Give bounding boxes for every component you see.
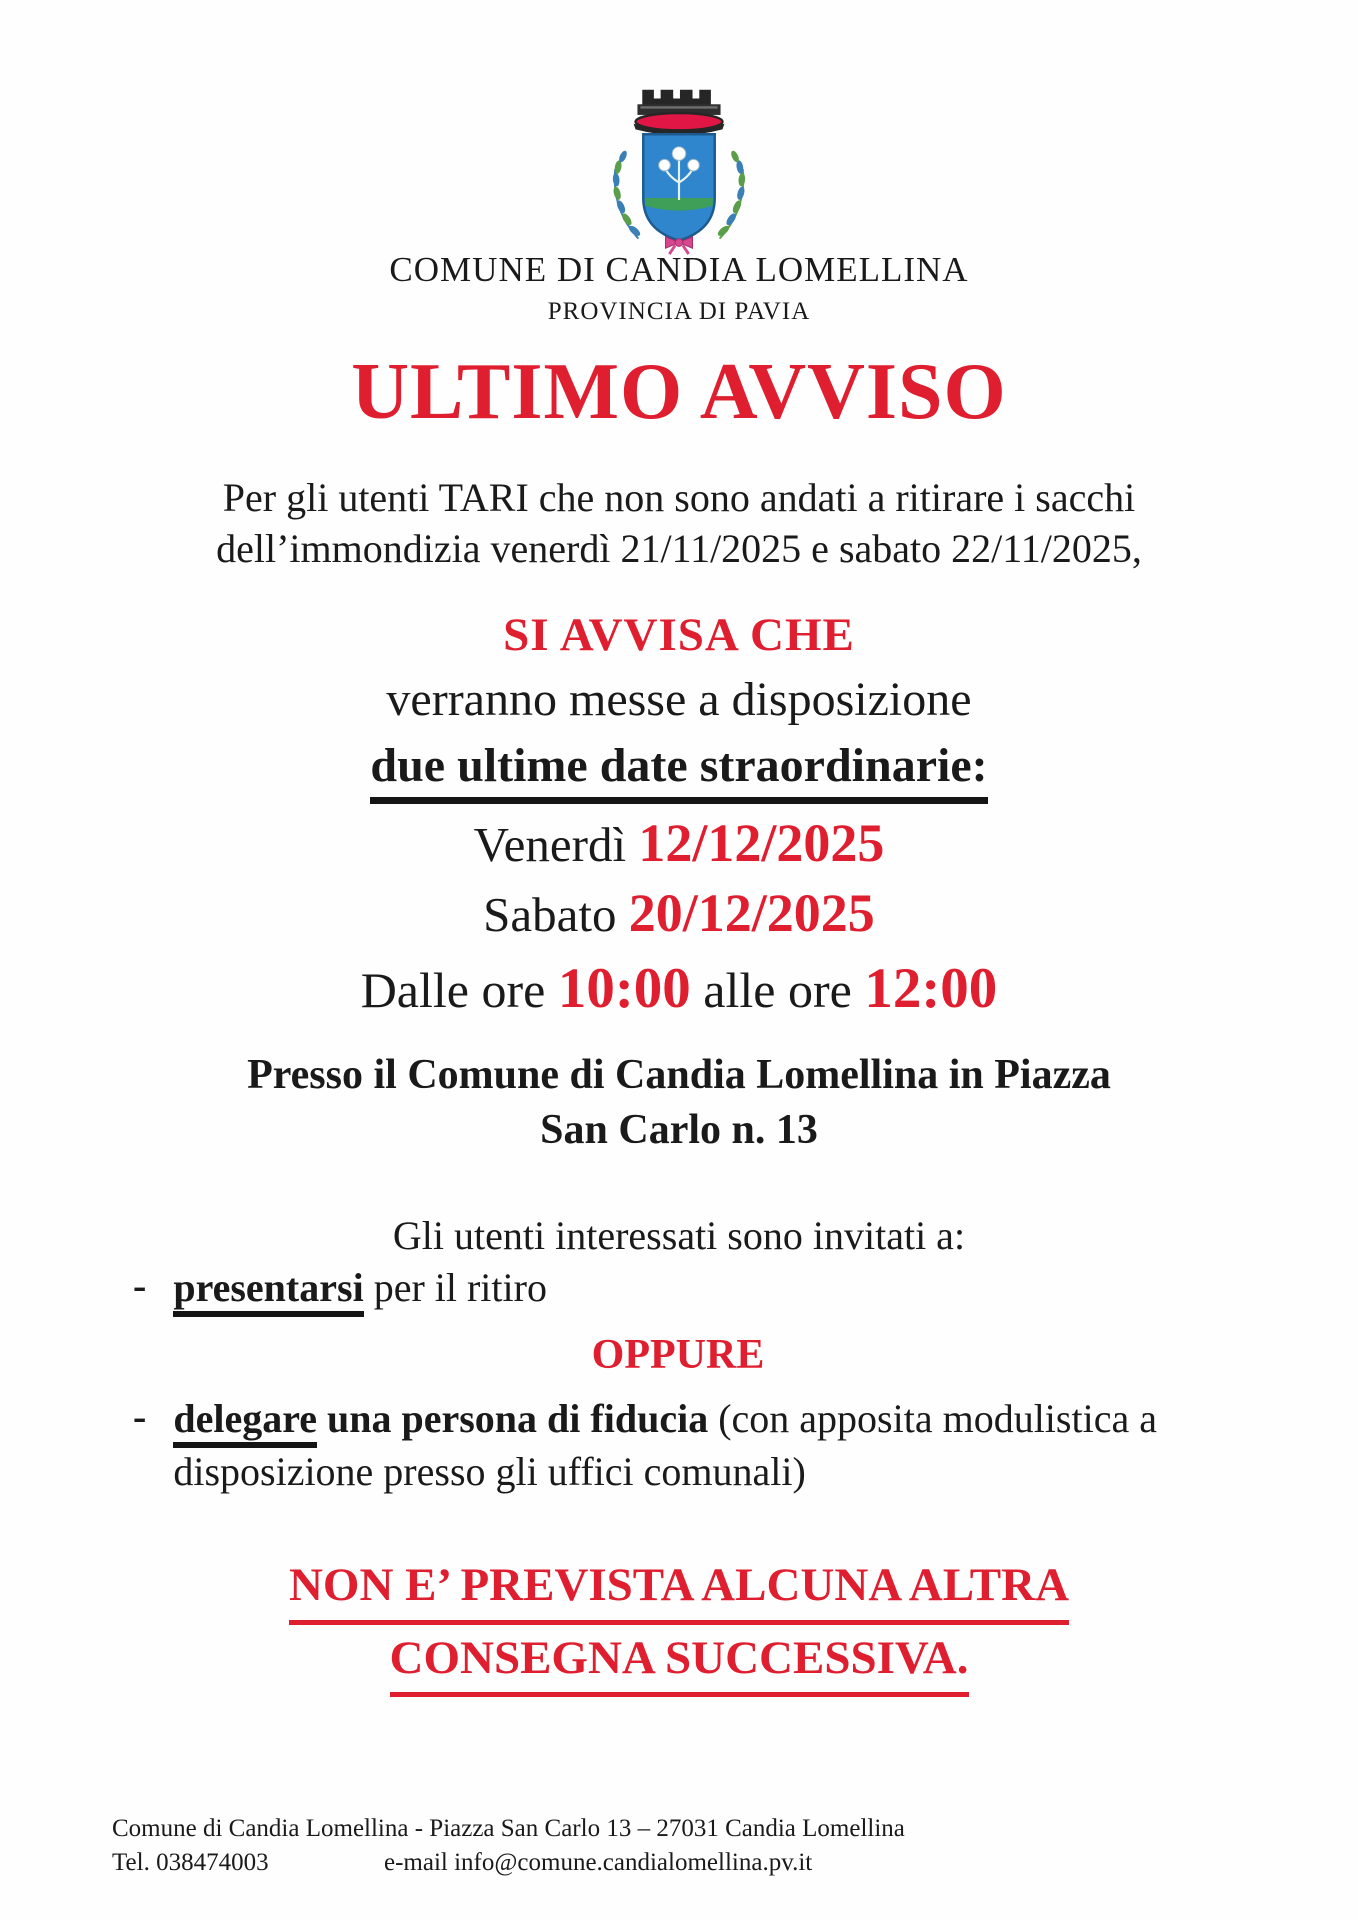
schedule-start-time: 10:00	[557, 957, 691, 1020]
date-line-1	[0, 812, 1358, 874]
list-item-delegare	[133, 1393, 1223, 1499]
municipality-name: COMUNE DI CANDIA LOMELLINA	[389, 250, 969, 289]
bullet-dash: -	[133, 1263, 147, 1308]
date-line-2	[0, 882, 1358, 944]
crest-container	[0, 84, 1358, 256]
bullet-dash: -	[133, 1393, 147, 1439]
options-list	[133, 1262, 1223, 1498]
schedule-middle: alle ore	[690, 962, 865, 1018]
option1-rest: per il ritiro	[363, 1265, 547, 1310]
date1-day: Venerdì	[473, 817, 639, 872]
invite-heading: Gli utenti interessati sono invitati a:	[392, 1213, 966, 1258]
schedule-prefix: Dalle ore	[360, 962, 558, 1018]
dates-heading-text: due ultime date straordinarie:	[370, 738, 987, 804]
warning-line2: CONSEGNA SUCCESSIVA.	[390, 1625, 969, 1698]
intro-line2: dell’immondizia venerdì 21/11/2025 e sabato 22/11/2025,	[216, 526, 1142, 572]
location-line1: Presso il Comune di Candia Lomellina in Piazza	[247, 1052, 1111, 1098]
option1-emphasized: presentarsi	[173, 1265, 363, 1317]
municipal-crest-icon	[581, 84, 777, 256]
date2-day: Sabato	[483, 887, 629, 942]
schedule-line	[0, 956, 1358, 1021]
location-line2: San Carlo n. 13	[540, 1106, 818, 1153]
warning-line1: NON E’ PREVISTA ALCUNA ALTRA	[289, 1552, 1069, 1625]
footer	[112, 1812, 905, 1880]
oppure-separator: OPPURE	[591, 1331, 765, 1378]
advisory-heading: SI AVVISA CHE	[503, 609, 855, 661]
list-item-presentarsi	[133, 1262, 1223, 1315]
date1-value: 12/12/2025	[638, 813, 885, 873]
notice-title: ULTIMO AVVISO	[351, 348, 1007, 436]
dates-heading	[0, 738, 1358, 804]
footer-address: Comune di Candia Lomellina - Piazza San Carlo 13 – 27031 Candia Lomellina	[112, 1815, 905, 1842]
province-name: PROVINCIA DI PAVIA	[547, 298, 811, 325]
availability-line: verranno messe a disposizione	[386, 673, 972, 726]
intro-line1: Per gli utenti TARI che non sono andati a ritirare i sacchi	[222, 475, 1136, 520]
option2-text	[173, 1393, 1173, 1499]
option1-text	[173, 1262, 1223, 1315]
intro-paragraph	[0, 472, 1358, 574]
footer-contacts	[112, 1846, 905, 1880]
option2-emphasized: delegare	[173, 1396, 317, 1448]
warning-block	[0, 1552, 1358, 1697]
option2-normal-rest: (con apposita modulistica a disposizione presso gli uffici comunali)	[173, 1395, 1157, 1494]
schedule-end-time: 12:00	[864, 957, 998, 1020]
option2-bold-rest: una persona di fiducia	[316, 1395, 709, 1441]
footer-email: e-mail info@comune.candialomellina.pv.it	[384, 1848, 813, 1876]
location-block	[0, 1048, 1358, 1157]
footer-phone: Tel. 038474003	[112, 1848, 269, 1876]
date2-value: 20/12/2025	[628, 883, 875, 943]
